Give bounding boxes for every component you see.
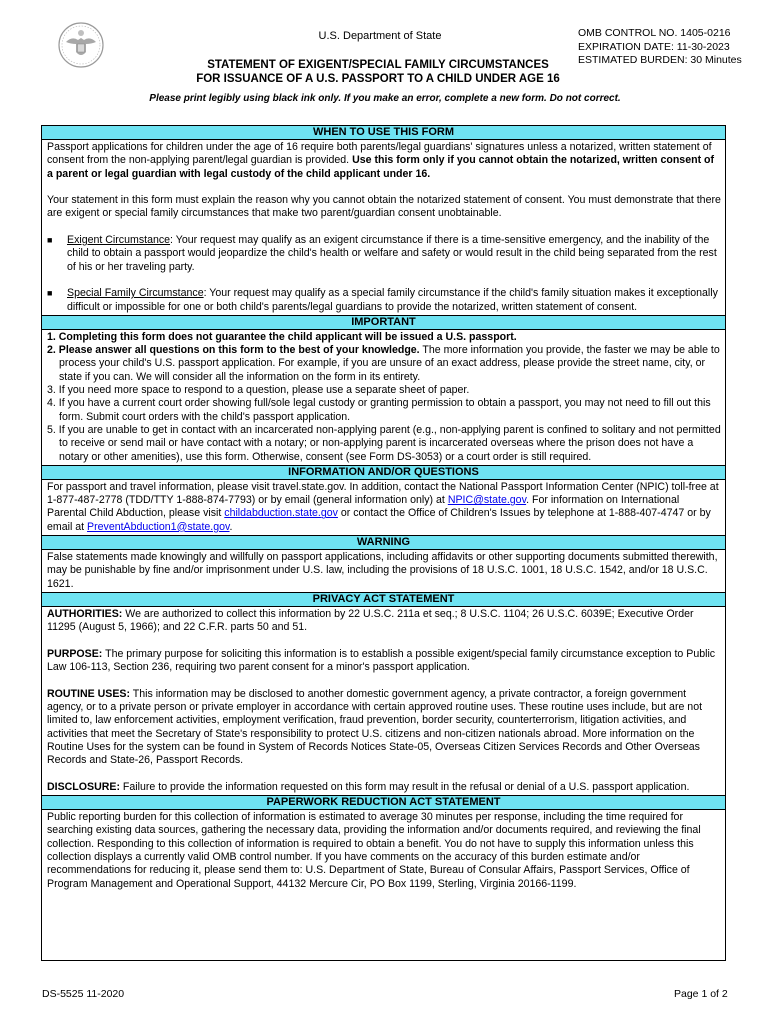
when-to-use-section xyxy=(42,140,725,315)
department-name: U.S. Department of State xyxy=(318,30,442,42)
when-p1-bold: Use this form only if you cannot obtain the notarized, written consent of a parent or legal guardian with legal custody of the child applicant under 16. xyxy=(47,154,715,180)
authorities-label: AUTHORITIES: xyxy=(47,607,123,620)
important-item-2-bold: 2. Please answer all questions on this form to the best of your knowledge. xyxy=(47,344,420,357)
special-family-title: Special Family Circumstance xyxy=(67,287,204,300)
information-heading: INFORMATION AND/OR QUESTIONS xyxy=(42,465,725,480)
when-paragraph-1 xyxy=(47,141,721,181)
great-seal-icon xyxy=(58,22,104,68)
important-item-4: 4. If you have a current court order showing full/sole legal custody or granting permission to obtain a passport, you may not need to fill out this form. Submit court orders with the child's passport application. xyxy=(47,397,711,423)
info-text-3: or contact the Office of Children's Issues by telephone at 1-888-407-4747 or by email at xyxy=(47,507,711,533)
childabduction-link[interactable]: childabduction.state.gov xyxy=(224,507,338,520)
important-item-3: 3. If you need more space to respond to a question, please use a separate sheet of paper. xyxy=(47,384,470,397)
special-family-text: : Your request may qualify as a special family circumstance if the child's family situation makes it exceptionally difficult or impossible for one or both child's parents/legal guardians to provide the notarized, written statement of consent. xyxy=(67,287,718,313)
info-text-2: . For information on International Parental Child Abduction, please visit xyxy=(47,494,680,520)
form-instruction: Please print legibly using black ink only. If you make an error, complete a new form. Do not correct. xyxy=(149,93,621,104)
disclosure-label: DISCLOSURE: xyxy=(47,780,120,793)
when-to-use-heading: WHEN TO USE THIS FORM xyxy=(42,126,725,140)
disclosure-text: Failure to provide the information requested on this form may result in the refusal or denial of a U.S. passport application. xyxy=(119,780,690,793)
information-section xyxy=(42,480,725,535)
privacy-section xyxy=(42,607,725,795)
npic-email-link[interactable]: NPIC@state.gov xyxy=(447,494,527,507)
routine-uses-label: ROUTINE USES: xyxy=(47,687,130,700)
when-p1-text: Passport applications for children under the age of 16 require both parents/legal guardians' signatures unless a notarized, written statement of consent from the non-applying parent/legal guardian is provided. xyxy=(47,141,712,167)
important-item-1: 1. Completing this form does not guarantee the child applicant will be issued a U.S. passport. xyxy=(47,330,517,343)
authorities-paragraph xyxy=(47,608,721,635)
purpose-text: The primary purpose for soliciting this information is to establish a possible exigent/special family circumstance exception to Public Law 106-113, Section 236, requiring two parent consent for a minor's passport application. xyxy=(47,647,716,674)
omb-info xyxy=(578,27,742,68)
warning-text: False statements made knowingly and willfully on passport applications, including affidavits or other supporting documents submitted therewith, may be punishable by fine and/or imprisonment under U.S. law, including the provisions of 18 U.S.C. 1001, 18 U.S.C. 1542, and/or 18 U.S.C. 1621. xyxy=(47,551,718,590)
expiration-date: EXPIRATION DATE: 11-30-2023 xyxy=(578,40,730,53)
important-section xyxy=(42,330,725,465)
warning-section xyxy=(42,550,725,592)
important-item-5: 5. If you are unable to get in contact with an incarcerated non-applying parent (e.g., non-applying parent is confined to solitary and not permitted to receive or send mail or have contact with a notary; or non-applying parent is incarcerated overseas where the prison does not have a notary or other amenities), use this form. Otherwise, consent (see Form DS-3053) or a court order is still required. xyxy=(47,423,721,463)
when-paragraph-2: Your statement in this form must explain the reason why you cannot obtain the notarized statement of consent. You must demonstrate that there are exigent or special family circumstances that make two parent/guardian consent unobtainable. xyxy=(47,194,721,220)
preventabduction-email-link[interactable]: PreventAbduction1@state.gov xyxy=(87,520,230,533)
exigent-bullet xyxy=(47,234,721,274)
routine-uses-paragraph xyxy=(47,688,721,768)
omb-control-number: OMB CONTROL NO. 1405-0216 xyxy=(578,27,731,39)
paperwork-heading: PAPERWORK REDUCTION ACT STATEMENT xyxy=(42,795,725,810)
purpose-label: PURPOSE: xyxy=(47,647,103,660)
estimated-burden: ESTIMATED BURDEN: 30 Minutes xyxy=(578,54,742,66)
paperwork-text: Public reporting burden for this collection of information is estimated to average 30 minutes per response, including the time required for searching existing data sources, gathering the necessary data, providing the information and/or documents required, and reviewing the final collection. Responding to this collection of information is required to obtain a benefit. You do not have to supply this information unless this collection displays a currently valid OMB control number. If you have comments on the accuracy of this burden estimate and/or recommendations for reducing it, please send them to: U.S. Department of State, Bureau of Consular Affairs, Passport Services, Office of Program Management and Operational Support, 44132 Mercure Cir, PO Box 1199, Sterling, Virginia 20166-1199. xyxy=(47,811,701,890)
square-bullet-icon: ■ xyxy=(47,235,53,246)
page-number: Page 1 of 2 xyxy=(674,988,728,1000)
privacy-heading: PRIVACY ACT STATEMENT xyxy=(42,592,725,607)
info-text-4: . xyxy=(229,520,233,533)
info-text-1: For passport and travel information, please visit travel.state.gov. In addition, contact the National Passport Information Center (NPIC) toll-free at 1-877-487-2778 (TDD/TTY 1-888-874-7793) or by email (general information only) at xyxy=(47,480,719,507)
square-bullet-icon: ■ xyxy=(47,288,53,299)
routine-uses-text: This information may be disclosed to another domestic government agency, a private contractor, a foreign government agency, or to a private person or private employer in accordance with certain approved routine uses. These routine uses include, but are not limited to, law enforcement activities, employment verification, fraud prevention, border security, counterterrorism, litigation activities, and activities that meet the Secretary of State's responsibility to protect U.S. citizens and non-citizen nationals abroad. More information on the Routine Uses for the system can be found in System of Records Notices State-05, Overseas Citizen Services Records and Other Overseas Records and State-26, Passport Records. xyxy=(47,687,703,767)
purpose-paragraph xyxy=(47,648,721,675)
important-item-2-text: The more information you provide, the faster we may be able to process your child's U.S. passport application. For example, if you are unsure of an exact address, please provide the street name, city, or state if you can. We will consider all the information on the form in its entirety. xyxy=(59,344,720,383)
form-title-line1: STATEMENT OF EXIGENT/SPECIAL FAMILY CIRCUMSTANCES xyxy=(207,59,549,71)
form-title xyxy=(168,58,588,86)
authorities-text: We are authorized to collect this information by 22 U.S.C. 211a et seq.; 8 U.S.C. 1104; 26 U.S.C. 6039E; Executive Order 11295 (August 5, 1966); and 22 C.F.R. parts 50 and 51. xyxy=(47,607,694,634)
paperwork-section xyxy=(42,810,725,892)
information-text xyxy=(47,481,721,534)
warning-heading: WARNING xyxy=(42,535,725,550)
exigent-title: Exigent Circumstance xyxy=(67,234,171,247)
important-heading: IMPORTANT xyxy=(42,315,725,330)
special-family-bullet xyxy=(47,287,721,314)
form-body xyxy=(41,125,726,961)
exigent-text: : Your request may qualify as an exigent circumstance if there is a time-sensitive emergency, and the inability of the child to obtain a passport would jeopardize the child's health or welfare and safety or would result in the child being separated from the rest of his or her traveling party. xyxy=(67,234,717,273)
important-item-2 xyxy=(47,344,721,384)
form-id: DS-5525 11-2020 xyxy=(42,988,125,1000)
form-title-line2: FOR ISSUANCE OF A U.S. PASSPORT TO A CHILD UNDER AGE 16 xyxy=(196,73,560,85)
disclosure-paragraph xyxy=(47,781,721,794)
